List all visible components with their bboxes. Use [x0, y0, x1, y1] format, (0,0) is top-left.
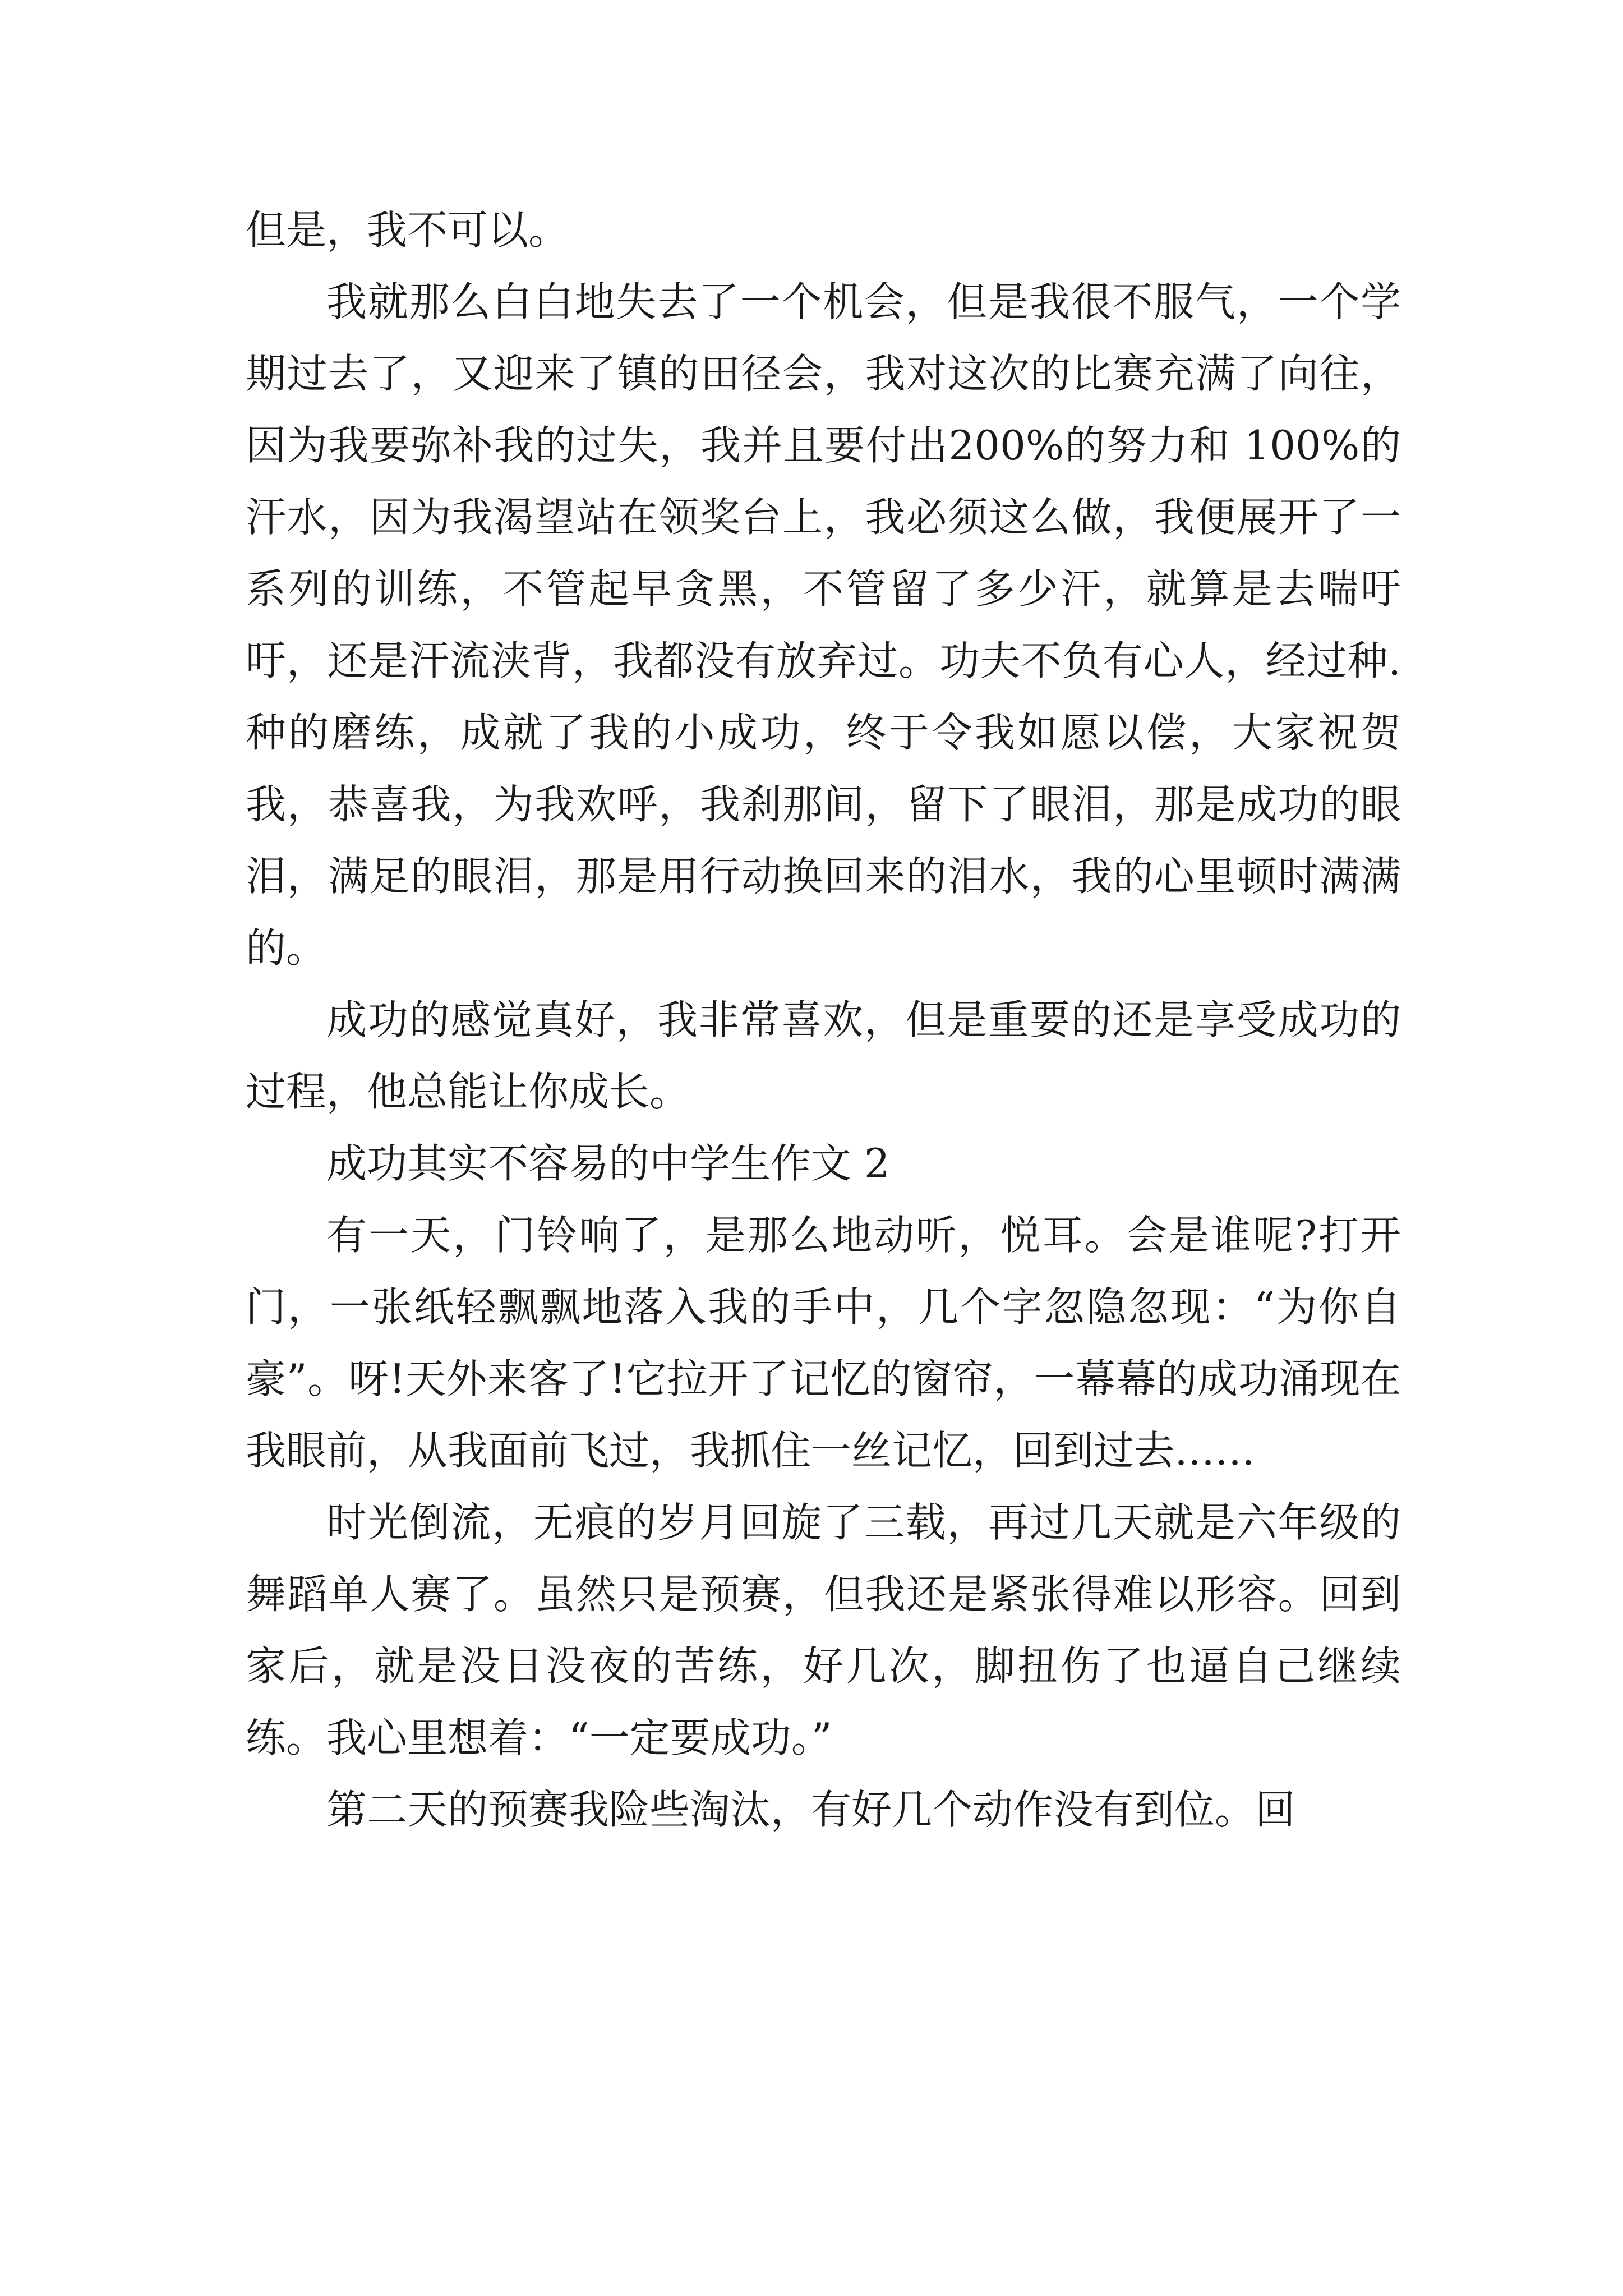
paragraph: 成功的感觉真好，我非常喜欢，但是重要的还是享受成功的过程，他总能让你成长。: [246, 996, 1401, 1115]
paragraph: 有一天，门铃响了，是那么地动听，悦耳。会是谁呢?打开门，一张纸轻飘飘地落入我的手中，几个字忽隐忽现：“为你自豪”。呀!天外来客了!它拉开了记忆的窗帘，一幕幕的成功涌现在我眼前，从我面前飞过，我抓住一丝记忆，回到过去……: [246, 1212, 1401, 1474]
section-heading: 成功其实不容易的中学生作文 2: [326, 1140, 890, 1187]
document-body: [246, 194, 1401, 1846]
paragraph: 我就那么白白地失去了一个机会，但是我很不服气，一个学期过去了，又迎来了镇的田径会，我对这次的比赛充满了向往，因为我要弥补我的过失，我并且要付出200%的努力和 100%的汗水，因为我渴望站在领奖台上，我必须这么做，我便展开了一系列的训练，不管起早贪黑，不管留了多少汗，就算是去喘吁吁，还是汗流浃背，我都没有放弃过。功夫不负有心人，经过种.种的磨练，成就了我的小成功，终于令我如愿以偿，大家祝贺我，恭喜我，为我欢呼，我刹那间，留下了眼泪，那是成功的眼泪，满足的眼泪，那是用行动换回来的泪水，我的心里顿时满满的。: [246, 278, 1401, 972]
paragraph: 时光倒流，无痕的岁月回旋了三载，再过几天就是六年级的舞蹈单人赛了。虽然只是预赛，但我还是紧张得难以形容。回到家后，就是没日没夜的苦练，好几次，脚扭伤了也逼自己继续练。我心里想着：“一定要成功。”: [246, 1499, 1401, 1761]
paragraph: 但是，我不可以。: [246, 206, 569, 254]
paragraph: 第二天的预赛我险些淘汰，有好几个动作没有到位。回: [326, 1786, 1296, 1833]
